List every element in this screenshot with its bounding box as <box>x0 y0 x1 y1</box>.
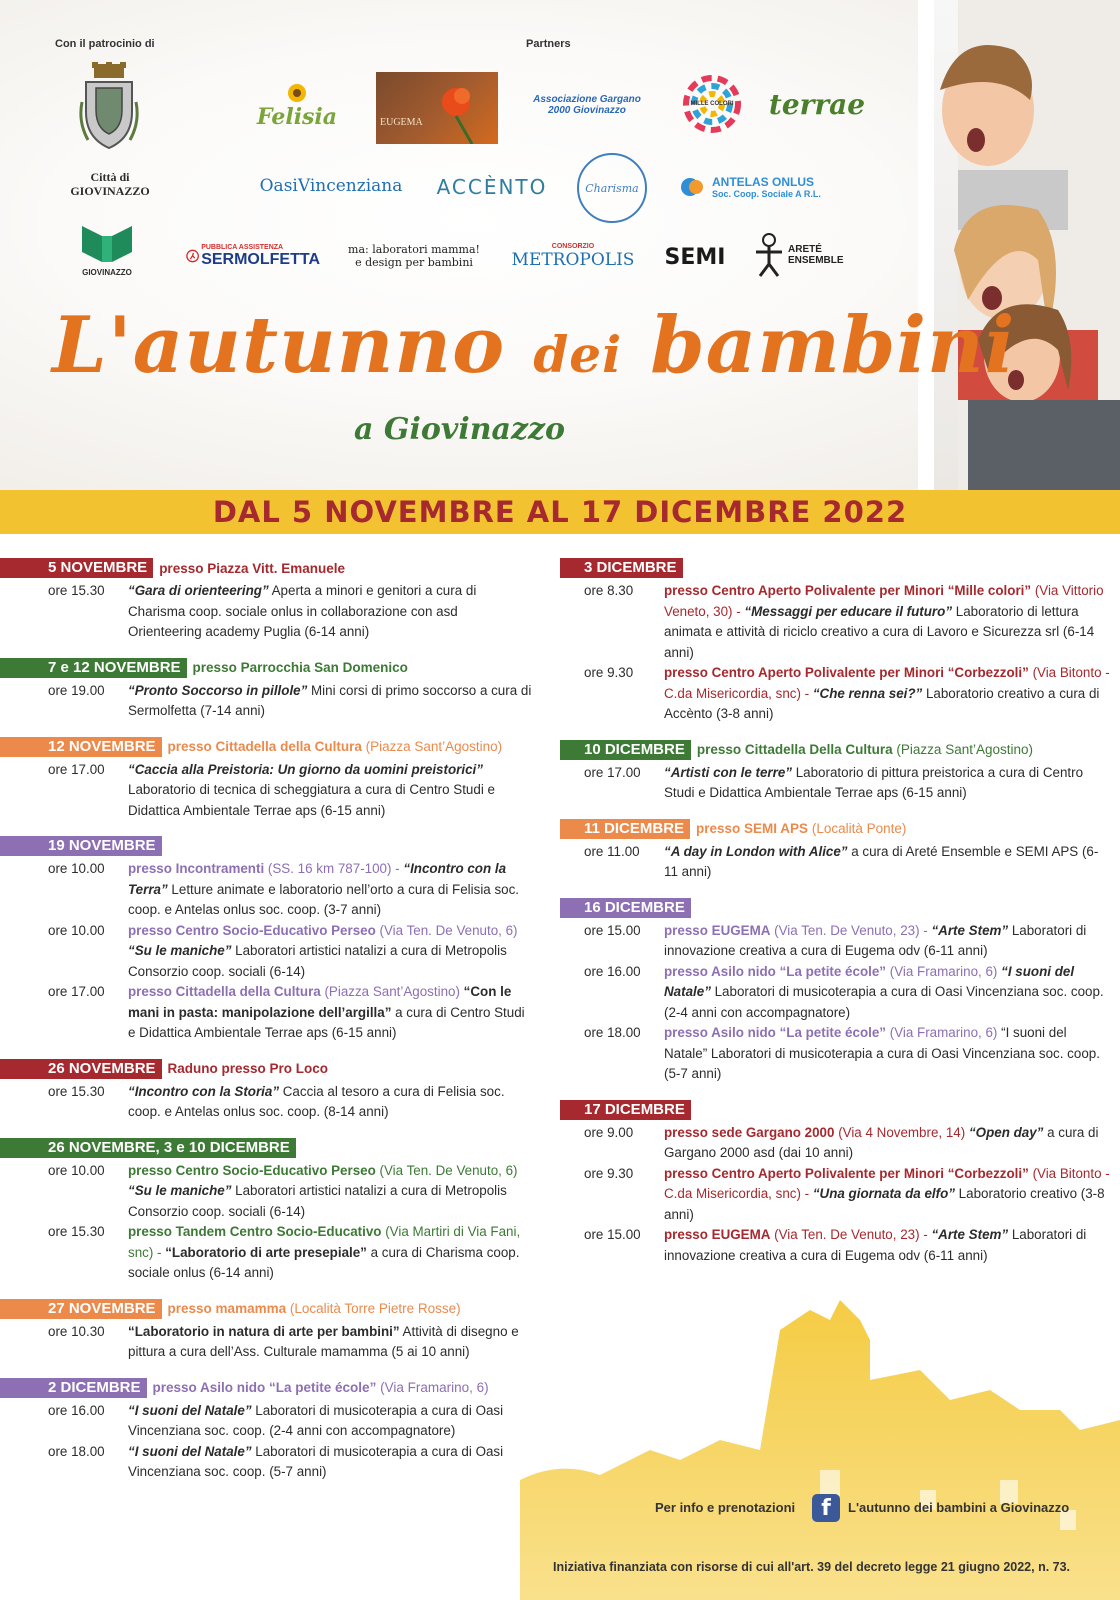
event-description: presso EUGEMA (Via Ten. De Venuto, 23) - “Arte Stem” Laboratori di innovazione creativa a cura di Eugema odv (6-11 anni) <box>664 922 1087 958</box>
event-description: “Artisti con le terre” Laboratorio di pittura preistorica a cura di Centro Studi e Didattica Ambientale Terrae aps (6-15 anni) <box>664 764 1084 800</box>
children-illustration-icon <box>918 0 1120 490</box>
partner-accento: ACCÈNTO <box>436 175 548 199</box>
gingerbread-icon <box>752 232 786 278</box>
schedule-section <box>0 558 545 643</box>
section-header <box>0 1138 545 1158</box>
event-time: ore 16.00 <box>584 963 641 979</box>
event-title: L'autunno dei bambini <box>52 300 1016 391</box>
schedule-section <box>0 1378 545 1483</box>
partner-felisia: Felisia <box>252 76 342 136</box>
event-row <box>0 1401 545 1442</box>
partner-terrae: terrae <box>768 87 866 121</box>
schedule-section <box>560 558 1120 725</box>
event-description: presso Centro Socio-Educativo Perseo (Via Ten. De Venuto, 6) “Su le maniche” Laboratori artistici natalizi a cura di Metropolis Consorzio coop. sociali (6-14) <box>128 922 518 979</box>
venue-name: presso Cittadella Della Cultura <box>696 742 893 757</box>
sunflower-icon <box>284 82 310 104</box>
section-header <box>0 558 545 578</box>
event-row <box>560 1164 1120 1226</box>
event-description: “I suoni del Natale” Laboratori di musicoterapia a cura di Oasi Vincenziana soc. coop. (5-7 anni) <box>128 1443 504 1479</box>
funding-note: Iniziativa finanziata con risorse di cui all'art. 39 del decreto legge 21 giugno 2022, n. 73. <box>553 1560 1071 1574</box>
date-label: 26 NOVEMBRE <box>0 1059 162 1079</box>
event-time: ore 9.00 <box>584 1124 634 1140</box>
charisma-circle-icon <box>574 150 650 226</box>
event-row <box>0 1442 545 1483</box>
venue-label <box>168 739 503 754</box>
event-time: ore 17.00 <box>584 764 641 780</box>
event-time: ore 10.00 <box>48 1162 105 1178</box>
date-label: 5 NOVEMBRE <box>0 558 153 578</box>
flower-photo-icon <box>376 72 498 144</box>
event-time: ore 9.30 <box>584 665 634 680</box>
partner-eugema: EUGEMA <box>376 72 498 144</box>
venue-address: (Località Ponte) <box>808 821 907 836</box>
venue-label <box>168 1301 461 1316</box>
coat-of-arms-icon <box>78 62 140 150</box>
schedule-section <box>560 1100 1120 1267</box>
event-row <box>560 1123 1120 1164</box>
date-banner: DAL 5 NOVEMBRE AL 17 DICEMBRE 2022 <box>0 490 1120 534</box>
venue-name: presso Asilo nido “La petite école” <box>152 1380 377 1395</box>
event-description: presso Asilo nido “La petite école” (Via Framarino, 6) “I suoni del Natale” Laboratori di musicoterapia a cura di Oasi Vincenziana soc. coop. (5-7 anni) <box>664 1025 1100 1081</box>
section-header <box>0 1378 545 1398</box>
venue-name: presso Parrocchia San Domenico <box>192 660 408 675</box>
section-header <box>560 819 1120 839</box>
event-row <box>560 842 1120 883</box>
event-description: “Gara di orienteering” Aperta a minori e genitori a cura di Charisma coop. sociale onlus in collaborazione con asd Orienteering academy Puglia (6-14 anni) <box>128 583 477 639</box>
schedule-section <box>0 658 545 722</box>
event-subtitle: a Giovinazzo <box>354 412 566 447</box>
section-header <box>560 1100 1120 1120</box>
town-skyline-icon <box>520 1290 1120 1600</box>
schedule-section <box>0 1059 545 1123</box>
venue-address: (Località Torre Pietre Rosse) <box>286 1301 461 1316</box>
event-time: ore 15.00 <box>584 922 641 938</box>
event-time: ore 17.00 <box>48 984 105 999</box>
date-label: 17 DICEMBRE <box>560 1100 691 1120</box>
section-header <box>560 558 1120 578</box>
event-row <box>0 760 545 822</box>
partner-ma-mamma: ma: laboratori mamma! e design per bambini <box>348 243 480 269</box>
partner-antelas: ANTELAS ONLUS Soc. Coop. Sociale A R.L. <box>680 172 850 202</box>
venue-name: presso Piazza Vitt. Emanuele <box>159 560 346 576</box>
event-time: ore 11.00 <box>584 843 640 859</box>
event-time: ore 18.00 <box>48 1443 105 1459</box>
schedule-left-column <box>0 558 545 1498</box>
partner-arete: ARETÉ ENSEMBLE <box>752 232 852 278</box>
date-label: 16 DICEMBRE <box>560 898 691 918</box>
venue-address: (Piazza Sant’Agostino) <box>361 739 503 754</box>
city-name: Città di GIOVINAZZO <box>70 170 150 198</box>
event-description: presso Tandem Centro Socio-Educativo (Via Martiri di Via Fani, snc) - “Laboratorio di arte presepiale” a cura di Charisma coop. sociale onlus (6-14 anni) <box>128 1224 521 1280</box>
event-row <box>560 581 1120 663</box>
section-header <box>0 836 545 856</box>
event-row <box>560 921 1120 962</box>
event-time: ore 10.30 <box>48 1323 105 1339</box>
event-row <box>560 1023 1120 1085</box>
event-description: presso Asilo nido “La petite école” (Via Framarino, 6) “I suoni del Natale” Laboratori di musicoterapia a cura di Oasi Vincenziana soc. coop. (2-4 anni con accompagnatore) <box>664 963 1104 1020</box>
event-description: “Laboratorio in natura di arte per bambini” Attività di disegno e pittura a cura dell’Ass. Culturale mamamma (5 ai 10 anni) <box>128 1323 519 1359</box>
event-time: ore 16.00 <box>48 1402 105 1418</box>
date-label: 19 NOVEMBRE <box>0 836 162 856</box>
section-header <box>560 740 1120 760</box>
section-header <box>0 1059 545 1079</box>
event-row <box>0 1161 545 1223</box>
venue-name: presso mamamma <box>167 1301 287 1316</box>
event-time: ore 10.00 <box>48 922 105 938</box>
event-row <box>560 663 1120 725</box>
venue-name: presso SEMI APS <box>696 821 809 836</box>
runner-icon <box>186 241 199 271</box>
event-description: presso Centro Aperto Polivalente per Minori “Corbezzoli” (Via Bitonto - C.da Misericordia, snc) - “Che renna sei?” Laboratorio creativo a cura di Accènto (3-8 anni) <box>664 665 1110 721</box>
venue-label <box>697 742 1033 757</box>
event-description: “I suoni del Natale” Laboratori di musicoterapia a cura di Oasi Vincenziana soc. coop. (2-4 anni con accompagnatore) <box>128 1402 504 1438</box>
section-header <box>560 898 1120 918</box>
date-label: 27 NOVEMBRE <box>0 1299 162 1319</box>
event-description: presso Cittadella della Cultura (Piazza Sant’Agostino) “Con le mani in pasta: manipolazione dell’argilla” a cura di Centro Studi e Didattica Ambientale Terrae aps (6-15 anni) <box>128 984 525 1040</box>
event-description: presso Centro Aperto Polivalente per Minori “Corbezzoli” (Via Bitonto - C.da Misericordia, snc) - “Una giornata da elfo” Laboratorio creativo (3-8 anni) <box>664 1165 1110 1222</box>
date-label: 2 DICEMBRE <box>0 1378 147 1398</box>
event-row <box>560 763 1120 804</box>
partner-sermolfetta: PUBBLICA ASSISTENZA SERMOLFETTA <box>186 238 320 274</box>
event-row <box>0 681 545 722</box>
section-header <box>0 737 545 757</box>
schedule-section <box>0 836 545 1044</box>
event-description: presso EUGEMA (Via Ten. De Venuto, 23) - “Arte Stem” Laboratori di innovazione creativa a cura di Eugema odv (6-11 anni) <box>664 1227 1087 1263</box>
event-description: “Caccia alla Preistoria: Un giorno da uomini preistorici” Laboratorio di tecnica di scheggiatura a cura di Centro Studi e Didattica Ambientale Terrae aps (6-15 anni) <box>128 761 495 818</box>
event-time: ore 18.00 <box>584 1025 641 1040</box>
event-time: ore 17.00 <box>48 761 105 777</box>
event-row <box>0 1222 545 1284</box>
partner-oasi-vincenziana: OasiVincenziana <box>259 176 403 196</box>
event-row <box>0 921 545 983</box>
event-description: presso Incontramenti (SS. 16 km 787-100) - “Incontro con la Terra” Letture animate e laboratorio nell’orto a cura di Felisia soc. coop. e Antelas onlus soc. coop. (3-7 anni) <box>128 861 520 917</box>
venue-label <box>153 1380 489 1395</box>
facebook-page-link[interactable]: L'autunno dei bambini a Giovinazzo <box>848 1500 1070 1515</box>
event-row <box>0 1082 545 1123</box>
venue-address: (Piazza Sant’Agostino) <box>892 742 1033 757</box>
partner-gargano-2000: Associazione Gargano 2000 Giovinazzo <box>533 94 641 116</box>
event-row <box>560 962 1120 1024</box>
event-time: ore 19.00 <box>48 682 105 698</box>
schedule-section <box>0 737 545 822</box>
venue-name: presso Cittadella della Cultura <box>167 739 362 754</box>
info-label: Per info e prenotazioni <box>655 1500 796 1515</box>
event-time: ore 15.30 <box>48 583 105 598</box>
date-label: 12 NOVEMBRE <box>0 737 162 757</box>
schedule-section <box>560 740 1120 804</box>
giovinazzo-logo-label: GIOVINAZZO <box>82 268 132 277</box>
antelas-icon <box>680 177 706 197</box>
event-description: presso Centro Aperto Polivalente per Minori “Mille colori” (Via Vittorio Veneto, 30) - “Messaggi per educare il futuro” Laboratorio di lettura animata e attività di riciclo creativo a cura di Lavoro e Sicurezza srl (6-14 anni) <box>664 583 1104 660</box>
partner-semi: SEMI <box>664 244 726 270</box>
venue-address: (Via Framarino, 6) <box>376 1380 489 1395</box>
partner-mille-colori: MILLE COLORI <box>682 74 742 134</box>
event-row <box>0 581 545 643</box>
event-row <box>0 982 545 1044</box>
date-label: 10 DICEMBRE <box>560 740 691 760</box>
partners-label: Partners <box>526 38 571 50</box>
section-header <box>0 1299 545 1319</box>
event-row <box>0 859 545 921</box>
event-time: ore 15.00 <box>584 1227 641 1242</box>
facebook-icon[interactable]: f <box>812 1494 840 1522</box>
partner-metropolis: CONSORZIO METROPOLIS <box>511 242 635 270</box>
event-time: ore 8.30 <box>584 583 634 598</box>
giovinazzo-logo-icon <box>82 222 132 262</box>
schedule-section <box>560 898 1120 1085</box>
header-area <box>0 0 1120 490</box>
venue-label <box>696 821 906 836</box>
event-description: “Incontro con la Storia” Caccia al tesoro a cura di Felisia soc. coop. e Antelas onlus soc. coop. (8-14 anni) <box>128 1083 505 1119</box>
venue-label <box>168 1061 329 1076</box>
kids-photo <box>918 0 1120 490</box>
event-time: ore 15.30 <box>48 1224 105 1239</box>
event-description: “Pronto Soccorso in pillole” Mini corsi di primo soccorso a cura di Sermolfetta (7-14 anni) <box>128 682 532 718</box>
event-description: presso sede Gargano 2000 (Via 4 Novembre, 14) “Open day” a cura di Gargano 2000 asd (dai 10 anni) <box>664 1124 1099 1160</box>
event-time: ore 10.00 <box>48 861 105 876</box>
venue-label <box>159 561 345 576</box>
partner-charisma: Charisma <box>574 150 650 226</box>
event-time: ore 9.30 <box>584 1165 634 1181</box>
event-time: ore 15.30 <box>48 1083 105 1099</box>
date-label: 7 e 12 NOVEMBRE <box>0 658 187 678</box>
event-description: presso Centro Socio-Educativo Perseo (Via Ten. De Venuto, 6) “Su le maniche” Laboratori artistici natalizi a cura di Metropolis Consorzio coop. sociali (6-14) <box>128 1162 518 1219</box>
venue-label <box>193 660 408 675</box>
date-label: 11 DICEMBRE <box>560 819 690 839</box>
schedule-section <box>0 1138 545 1284</box>
event-row <box>560 1225 1120 1266</box>
schedule-section <box>0 1299 545 1363</box>
patronage-label: Con il patrocinio di <box>55 38 155 50</box>
section-header <box>0 658 545 678</box>
schedule-section <box>560 819 1120 883</box>
schedule-right-column <box>560 558 1120 1281</box>
date-label: 26 NOVEMBRE, 3 e 10 DICEMBRE <box>0 1138 296 1158</box>
event-description: “A day in London with Alice” a cura di Areté Ensemble e SEMI APS (6-11 anni) <box>664 843 1099 879</box>
event-row <box>0 1322 545 1363</box>
venue-name: Raduno presso Pro Loco <box>167 1061 329 1076</box>
date-label: 3 DICEMBRE <box>560 558 683 578</box>
